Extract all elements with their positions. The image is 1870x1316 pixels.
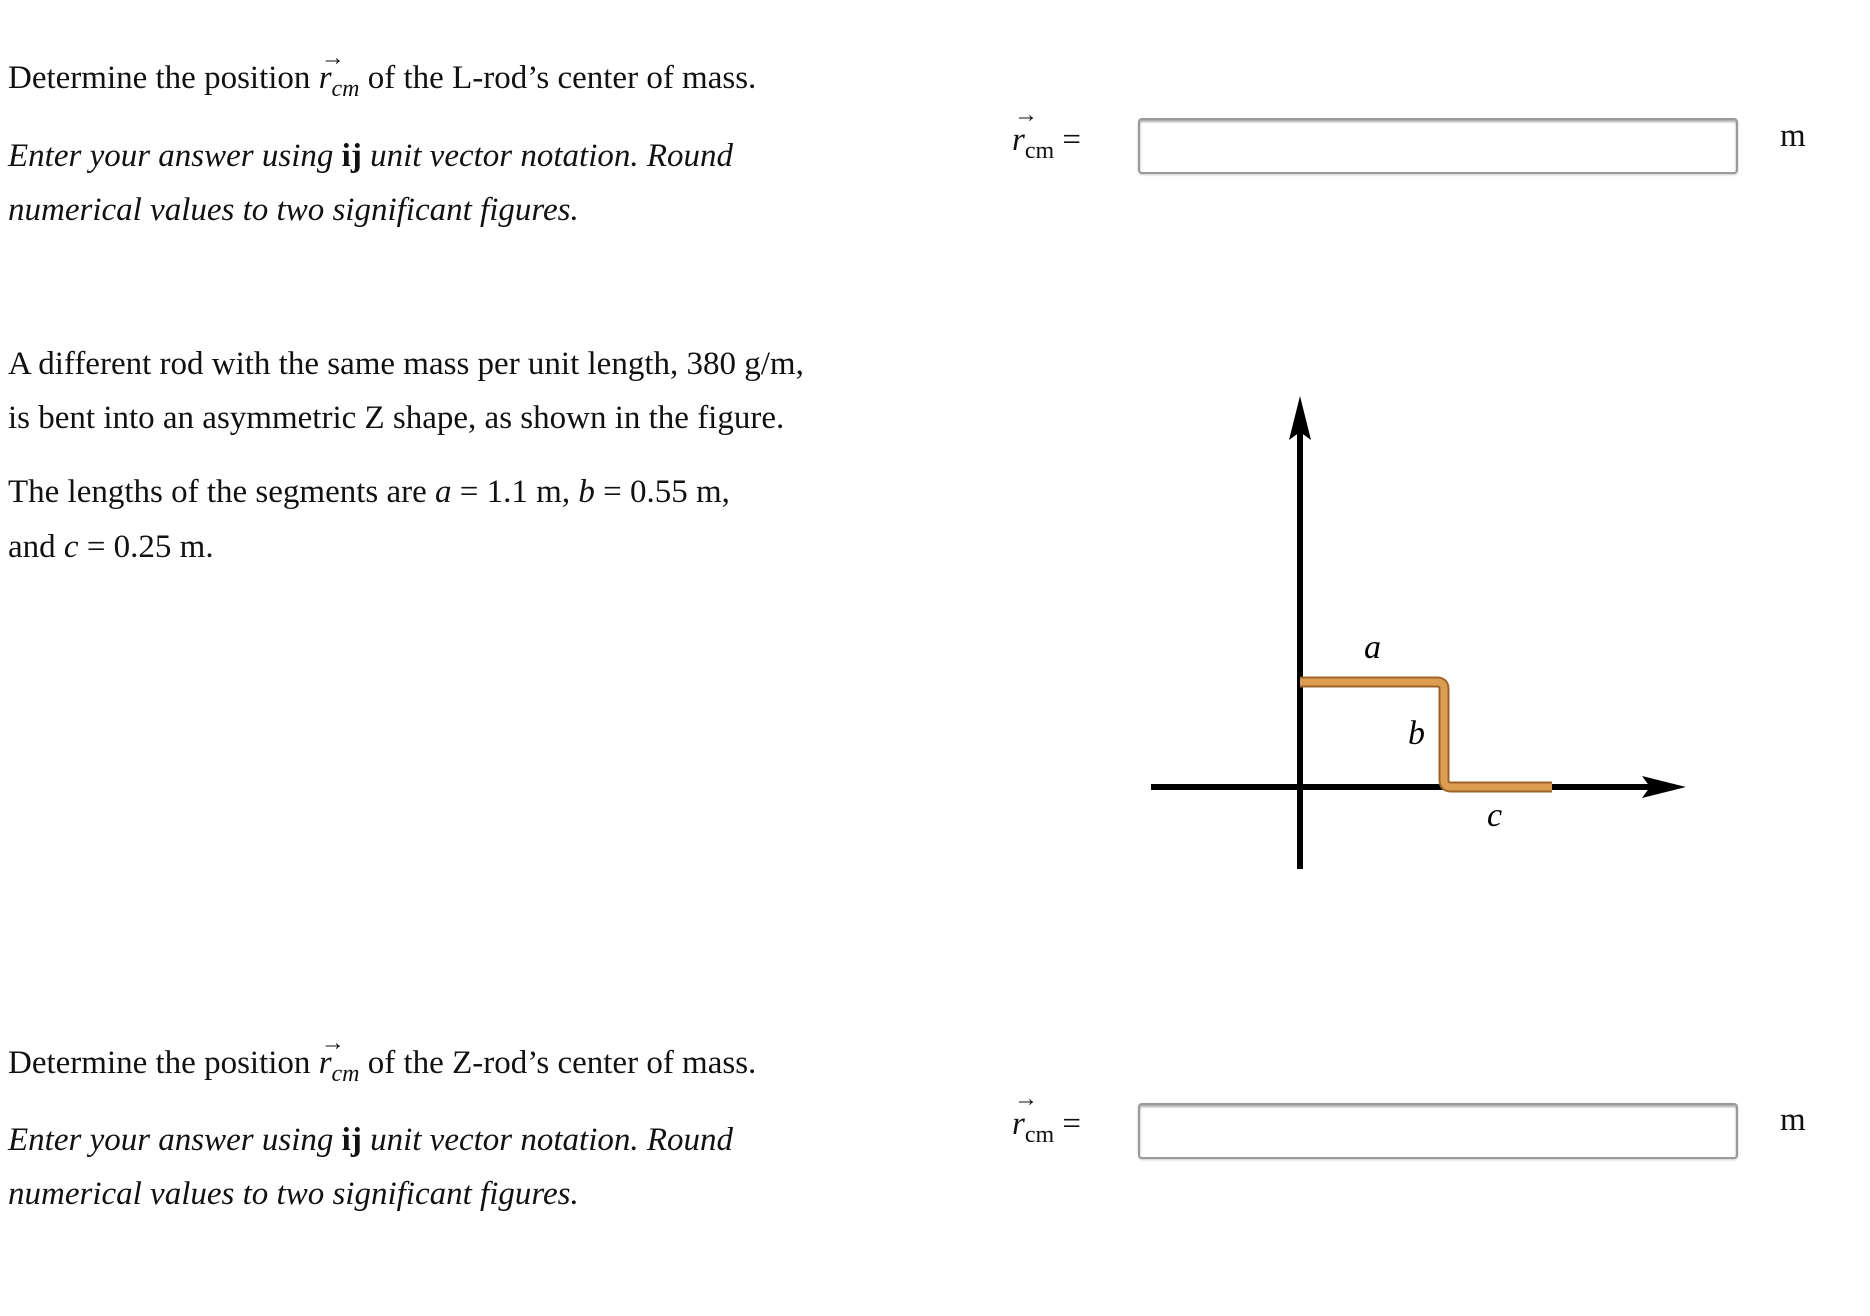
label-a: a (1364, 629, 1381, 666)
text: = 0.55 m, (594, 474, 730, 510)
instruction-text: unit vector notation. Round (361, 138, 734, 174)
part2-instruction-line2: numerical values to two significant figures. (8, 1176, 579, 1212)
text: and (8, 529, 64, 565)
prompt-text: of the L-rod’s center of mass. (359, 60, 757, 96)
instruction-text: unit vector notation. Round (361, 1122, 734, 1158)
part2-unit: m (1780, 1102, 1806, 1138)
var-a: a (435, 474, 452, 510)
part2-instruction (8, 1120, 733, 1160)
z-rod (1300, 682, 1552, 787)
var-c: c (63, 529, 79, 565)
label-b: b (1408, 715, 1425, 752)
problem-line2: is bent into an asymmetric Z shape, as shown in the figure. (8, 400, 785, 436)
part2-answer-input[interactable] (1138, 1103, 1738, 1159)
problem-line1: A different rod with the same mass per unit length, 380 g/m, (8, 346, 804, 382)
part2-answer-label: → $r_{cm}$ = (1012, 1086, 1082, 1148)
label-c: c (1487, 797, 1503, 834)
r-cm-symbol: → $r_{cm}$ (318, 1030, 360, 1087)
part1-answer-label: → $r_{cm}$ = (1012, 102, 1082, 164)
instruction-text: Enter your answer using (8, 1122, 342, 1158)
vector-symbol: r (1012, 122, 1025, 158)
prompt-text: of the Z-rod’s center of mass. (359, 1045, 757, 1081)
instruction-text: Enter your answer using (8, 138, 342, 174)
prompt-text: Determine the position (8, 1045, 319, 1081)
vector-symbol: r (318, 1045, 332, 1081)
instruction-bold: ij (341, 138, 362, 174)
part2-prompt (8, 1030, 757, 1087)
text: = 0.25 m. (78, 529, 214, 565)
r-cm-symbol: → $r_{cm}$ (318, 45, 360, 102)
y-axis (1289, 396, 1311, 869)
x-axis (1151, 776, 1686, 798)
vector-subscript: cm (1024, 1122, 1055, 1148)
equals-sign: = (1062, 1106, 1082, 1142)
text: The lengths of the segments are (8, 474, 436, 510)
text: = 1.1 m, (451, 474, 579, 510)
part1-unit: m (1780, 118, 1806, 154)
vector-subscript: cm (331, 1061, 360, 1087)
vector-symbol: r (1012, 1106, 1025, 1142)
vector-subscript: cm (1024, 138, 1055, 164)
vector-subscript: cm (331, 76, 360, 102)
prompt-text: Determine the position (8, 60, 319, 96)
var-b: b (578, 474, 595, 510)
equals-sign: = (1062, 122, 1082, 158)
vector-symbol: r (318, 60, 332, 96)
z-rod-outline (1300, 682, 1552, 787)
instruction-bold: ij (341, 1122, 362, 1158)
part1-instruction-line2: numerical values to two significant figures. (8, 192, 579, 228)
